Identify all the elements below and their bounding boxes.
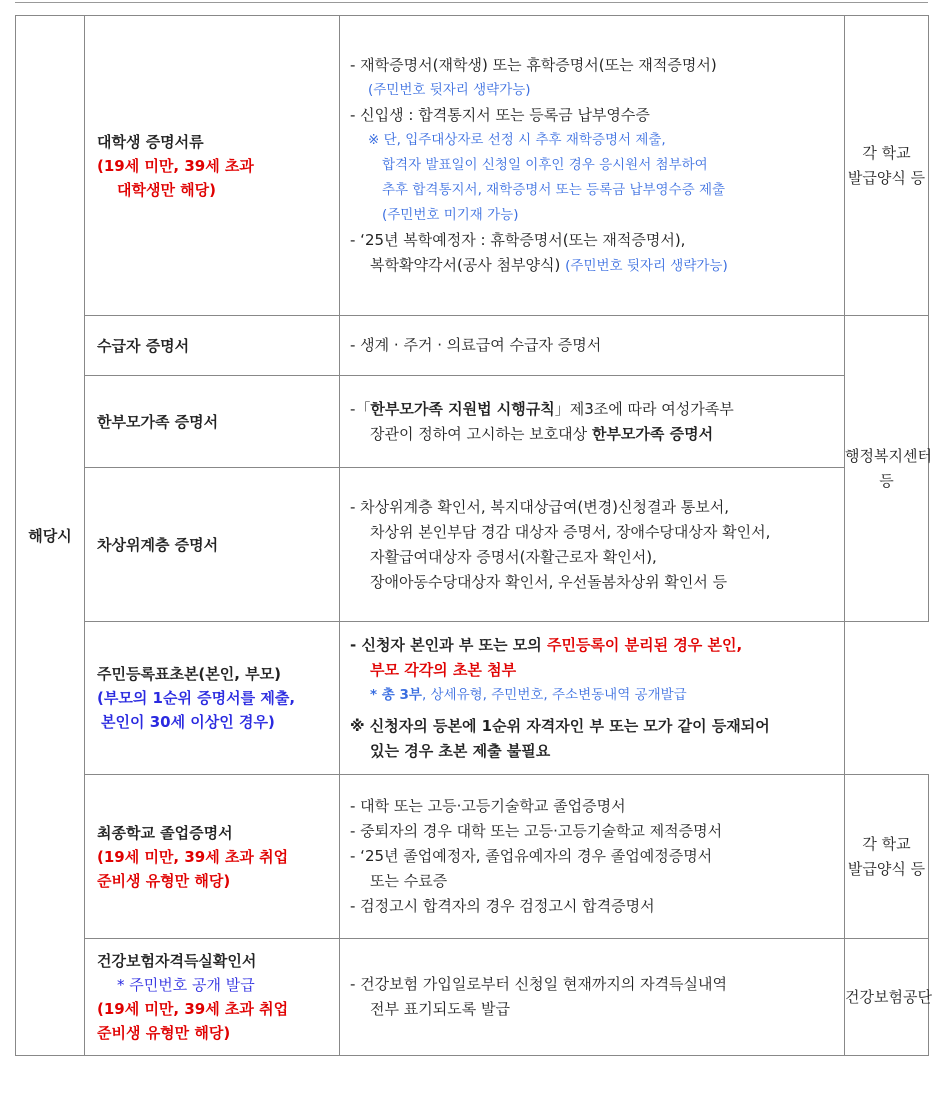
doc-title: 한부모가족 증명서 xyxy=(85,376,340,468)
table-row-graduation xyxy=(16,775,929,939)
desc-text: 복학확약각서(공사 첨부양식) xyxy=(370,255,561,274)
table-row-resident xyxy=(16,622,929,775)
desc-line: - 대학 또는 고등·고등기술학교 졸업증명서 xyxy=(350,797,626,815)
doc-description xyxy=(340,939,845,1056)
issuer-cell xyxy=(845,316,932,622)
section-label: 해당시 xyxy=(16,16,85,1056)
desc-line: 자활급여대상자 증명서(자활근로자 확인서), xyxy=(370,547,657,566)
issuer: 발급양식 등 xyxy=(847,168,926,187)
desc-emphasis: 부모 각각의 초본 첨부 xyxy=(370,660,517,679)
issuer: 행정복지센터 xyxy=(845,446,932,465)
desc-emphasis: 한부모가족 증명서 xyxy=(591,424,714,443)
doc-condition: 준비생 유형만 해당) xyxy=(97,1024,231,1042)
doc-description xyxy=(340,468,845,622)
doc-title: 주민등록표초본(본인, 부모) xyxy=(97,665,282,683)
doc-title: 최종학교 졸업증명서 xyxy=(97,823,233,842)
doc-title: 건강보험자격득실확인서 xyxy=(97,952,257,970)
doc-title: 차상위계층 증명서 xyxy=(85,468,340,622)
desc-line: - ‘25년 복학예정자 : 휴학증명서(또는 재적증명서), xyxy=(350,230,686,249)
document-table xyxy=(15,15,932,1056)
desc-note: 추후 합격통지서, 재학증명서 또는 등록금 납부영수증 제출 xyxy=(382,181,726,198)
doc-title-cell xyxy=(85,939,340,1056)
table-row-health xyxy=(16,939,929,1056)
desc-line: 차상위 본인부담 경감 대상자 증명서, 장애수당대상자 확인서, xyxy=(370,522,771,541)
desc-line: 장애아동수당대상자 확인서, 우선돌봄차상위 확인서 등 xyxy=(370,572,728,591)
doc-note: * 주민번호 공개 발급 xyxy=(117,976,255,994)
desc-note-text: , 상세유형, 주민번호, 주소변동내역 공개발급 xyxy=(421,686,687,703)
issuer: 각 학교 xyxy=(862,143,911,162)
issuer: 발급양식 등 xyxy=(847,859,926,878)
desc-note: 합격자 발표일이 신청일 이후인 경우 응시원서 첨부하여 xyxy=(382,156,708,173)
desc-line: - 건강보험 가입일로부터 신청일 현재까지의 자격득실내역 xyxy=(350,975,728,993)
doc-title: 수급자 증명서 xyxy=(85,316,340,376)
issuer: 등 xyxy=(879,471,894,490)
desc-note: ※ 단, 입주대상자로 선정 시 추후 재학증명서 제출, xyxy=(368,131,666,148)
desc-text: 」제3조에 따라 여성가족부 xyxy=(554,399,734,418)
doc-title-cell xyxy=(85,622,340,775)
doc-condition: (19세 미만, 39세 초과 xyxy=(97,156,254,175)
issuer: 건강보험공단 xyxy=(845,987,932,1006)
issuer-cell xyxy=(845,775,929,939)
desc-emphasis: 주민등록이 분리된 경우 본인, xyxy=(546,635,743,654)
desc-text: -「 xyxy=(350,399,371,418)
issuer-cell xyxy=(845,939,932,1056)
table-row-univ xyxy=(16,16,929,316)
top-rule xyxy=(15,2,928,3)
desc-line: 전부 표기되도록 발급 xyxy=(370,1000,510,1018)
table-row-near-poor xyxy=(16,468,929,622)
desc-line: 있는 경우 초본 제출 불필요 xyxy=(370,741,551,760)
desc-note: (주민번호 미기재 가능) xyxy=(382,206,519,223)
desc-line: - ‘25년 졸업예정자, 졸업유예자의 경우 졸업예정증명서 xyxy=(350,847,713,865)
desc-line: - 검정고시 합격자의 경우 검정고시 합격증명서 xyxy=(350,897,655,915)
doc-description xyxy=(340,16,845,316)
doc-title-cell xyxy=(85,775,340,939)
doc-condition: (19세 미만, 39세 초과 취업 xyxy=(97,1000,289,1018)
doc-title-cell xyxy=(85,16,340,316)
desc-note: (주민번호 뒷자리 생략가능) xyxy=(565,257,728,274)
desc-note xyxy=(350,683,844,708)
desc-line: - 신입생 : 합격통지서 또는 등록금 납부영수증 xyxy=(350,105,650,124)
doc-description xyxy=(340,622,845,775)
desc-line: - 재학증명서(재학생) 또는 휴학증명서(또는 재적증명서) xyxy=(350,55,717,74)
desc-line xyxy=(350,633,844,658)
table-row-recipient xyxy=(16,316,929,376)
doc-condition: (19세 미만, 39세 초과 취업 xyxy=(97,847,289,866)
doc-condition: (부모의 1순위 증명서를 제출, xyxy=(97,689,296,707)
desc-line: - 생계 · 주거 · 의료급여 수급자 증명서 xyxy=(350,336,602,354)
doc-condition: 준비생 유형만 해당) xyxy=(97,871,231,890)
issuer-cell xyxy=(845,16,929,316)
doc-title: 대학생 증명서류 xyxy=(97,132,204,151)
desc-line: - 차상위계층 확인서, 복지대상급여(변경)신청결과 통보서, xyxy=(350,497,729,516)
doc-description xyxy=(340,316,845,376)
law-name: 한부모가족 지원법 시행규칙 xyxy=(370,399,555,418)
desc-text: - 신청자 본인과 부 또는 모의 xyxy=(350,635,547,654)
table-row-single-parent xyxy=(16,376,929,468)
doc-description xyxy=(340,775,845,939)
doc-condition: 대학생만 해당) xyxy=(117,180,217,199)
desc-line xyxy=(350,422,844,447)
desc-line xyxy=(350,253,844,279)
desc-line xyxy=(350,397,844,422)
issuer: 각 학교 xyxy=(862,834,911,853)
desc-note: (주민번호 뒷자리 생략가능) xyxy=(368,81,531,98)
doc-description xyxy=(340,376,845,468)
desc-line: ※ 신청자의 등본에 1순위 자격자인 부 또는 모가 같이 등재되어 xyxy=(350,716,770,735)
desc-line: 또는 수료증 xyxy=(370,872,448,890)
desc-text: 장관이 정하여 고시하는 보호대상 xyxy=(370,424,592,443)
desc-line: - 중퇴자의 경우 대학 또는 고등·고등기술학교 제적증명서 xyxy=(350,822,723,840)
doc-condition: 본인이 30세 이상인 경우) xyxy=(101,713,275,731)
desc-note-bold: * 총 3부 xyxy=(370,686,422,703)
